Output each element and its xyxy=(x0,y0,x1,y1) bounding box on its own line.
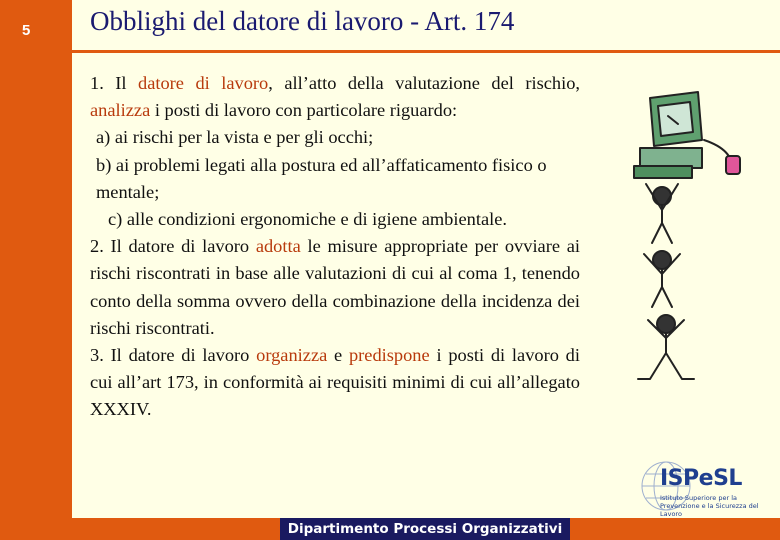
paragraph-1 xyxy=(90,70,580,124)
slide-number: 5 xyxy=(22,22,31,39)
body-text xyxy=(90,70,580,424)
highlight-datore: datore di lavoro xyxy=(138,73,269,93)
logo-subtitle: Istituto Superiore per la Prevenzione e la Sicurezza del Lavoro xyxy=(660,494,759,518)
slide-title: Obblighi del datore di lavoro - Art. 174 xyxy=(90,6,515,36)
text-run: i posti di lavoro con particolare riguardo: xyxy=(150,100,458,121)
highlight-adotta: adotta xyxy=(255,236,301,257)
text-run: 1. Il xyxy=(90,73,139,93)
highlight-analizza: analizza xyxy=(90,100,151,121)
logo-text: ISPeSL xyxy=(660,466,742,491)
text-run: le misure appropriate per ovviare ai rischi riscontrati in base alle valutazioni di cui al coma 1, tenendo conto della somma ovvero della combinazione della incidenza dei rischi riscontrati. xyxy=(90,236,580,338)
text-run: i posti di lavoro di cui all’art 173, in conformità ai requisiti minimi di cui all’allegato XXXIV. xyxy=(90,345,580,420)
highlight-organizza: organizza xyxy=(256,345,328,366)
paragraph-3 xyxy=(90,342,580,424)
text-run: 2. Il datore di lavoro xyxy=(90,236,256,257)
text-run: , all’atto della valutazione del rischio, xyxy=(268,73,580,93)
text-run: e xyxy=(327,345,349,366)
item-b: b) ai problemi legati alla postura ed all’affaticamento fisico o mentale; xyxy=(96,154,547,202)
paragraph-2 xyxy=(90,233,580,342)
title-divider xyxy=(72,50,780,53)
footer-department-label: Dipartimento Processi Organizzativi xyxy=(280,518,570,540)
item-a: a) ai rischi per la vista e per gli occhi; xyxy=(96,127,374,148)
item-c: c) alle condizioni ergonomiche e di igiene ambientale. xyxy=(108,209,507,230)
left-sidebar xyxy=(0,0,72,540)
computer-stacked-people-illustration xyxy=(622,78,772,428)
text-run: 3. Il datore di lavoro xyxy=(90,345,257,366)
highlight-predispone: predispone xyxy=(348,345,430,366)
